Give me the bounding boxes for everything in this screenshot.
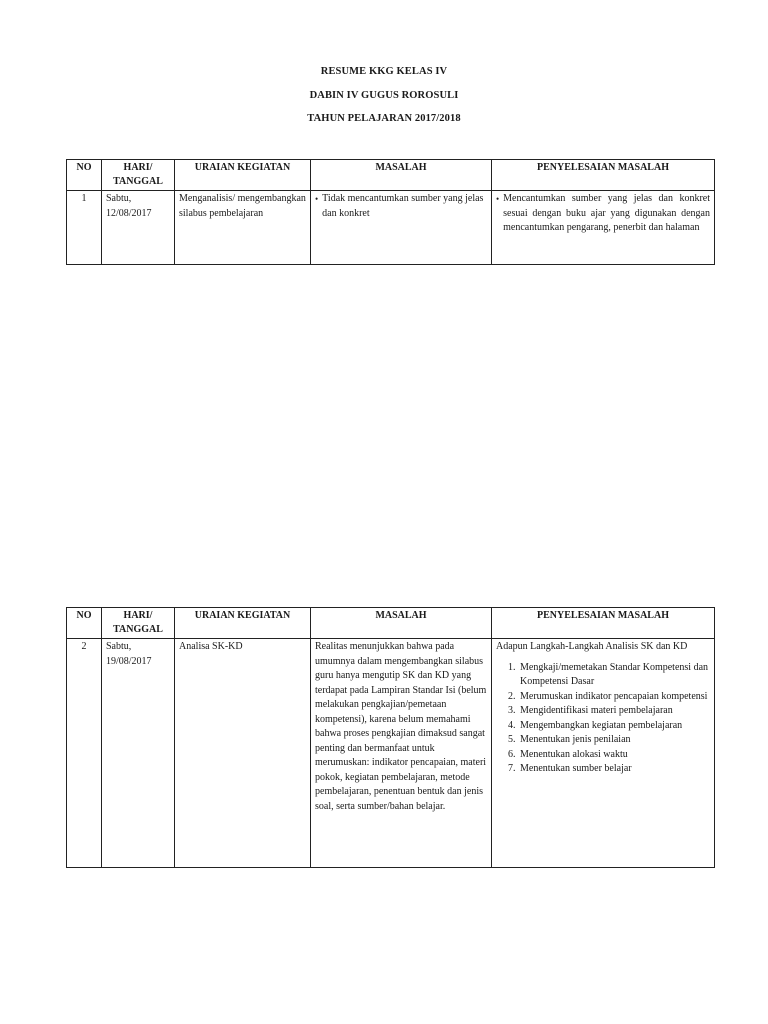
column-header-hari-tanggal (102, 160, 175, 191)
column-header-hari: HARI/ (123, 162, 153, 173)
table-header-row (67, 160, 715, 191)
column-header-no: NO (67, 160, 102, 191)
cell-no: 2 (67, 639, 102, 868)
cell-hari: Sabtu, (106, 193, 132, 204)
column-header-hari-tanggal (102, 608, 175, 639)
cell-tanggal: 19/08/2017 (106, 655, 152, 667)
cell-hari: Sabtu, (106, 641, 132, 652)
table-row (67, 639, 715, 868)
column-header-penyelesaian: PENYELESAIAN MASALAH (492, 160, 715, 191)
cell-uraian: Menganalisis/ mengembangkan silabus pembelajaran (175, 191, 311, 265)
document-title: RESUME KKG KELAS IV (320, 66, 448, 77)
penyelesaian-text: Mencantumkan sumber yang jelas dan konkret sesuai dengan buku ajar yang digunakan dengan mencantumkan pengarang, penerbit dan halaman (503, 193, 710, 233)
cell-masalah: Realitas menunjukkan bahwa pada umumnya dalam mengembangkan silabus guru hanya mengutip SK dan KD yang terdapat pada Lampiran Standar Isi (belum melakukan pengkajian/pemetaan kompetensi), karena belum memahami bahwa proses pengkajian dimaksud sangat penting dan bermanfaat untuk merumuskan: indikator pencapaian, materi pokok, kegiatan pembelajaran, metode pembelajaran, penentuan bentuk dan jenis soal, serta sumber/bahan belajar. (311, 639, 492, 868)
column-header-masalah: MASALAH (311, 608, 492, 639)
column-header-no: NO (67, 608, 102, 639)
table-header-row (67, 608, 715, 639)
list-item: 2. Merumuskan indikator pencapaian kompetensi (518, 690, 710, 705)
steps-list (496, 661, 710, 777)
list-item: 6. Menentukan alokasi waktu (518, 748, 710, 763)
column-header-tanggal: TANGGAL (113, 624, 163, 635)
bullet-item (315, 192, 487, 221)
document-subtitle-year: TAHUN PELAJARAN 2017/2018 (307, 113, 461, 124)
resume-table-2 (66, 607, 715, 868)
masalah-text: Tidak mencantumkan sumber yang jelas dan konkret (322, 193, 484, 219)
cell-hari-tanggal (102, 639, 175, 868)
list-item: 4. Mengembangkan kegiatan pembelajaran (518, 719, 710, 734)
table-row (67, 191, 715, 265)
column-header-uraian: URAIAN KEGIATAN (175, 160, 311, 191)
cell-penyelesaian (492, 191, 715, 265)
list-item: 5. Menentukan jenis penilaian (518, 733, 710, 748)
cell-penyelesaian (492, 639, 715, 868)
bullet-icon: • (315, 194, 319, 204)
list-item: 7. Menentukan sumber belajar (518, 762, 710, 777)
column-header-tanggal: TANGGAL (113, 176, 163, 187)
list-item: 1. Mengkaji/memetakan Standar Kompetensi dan Kompetensi Dasar (518, 661, 710, 690)
cell-tanggal: 12/08/2017 (106, 207, 152, 219)
penyelesaian-intro: Adapun Langkah-Langkah Analisis SK dan KD (496, 641, 688, 652)
column-header-masalah: MASALAH (311, 160, 492, 191)
bullet-icon: • (496, 194, 500, 204)
column-header-penyelesaian: PENYELESAIAN MASALAH (492, 608, 715, 639)
document-subtitle-dabin: DABIN IV GUGUS ROROSULI (309, 90, 459, 101)
bullet-item (496, 192, 710, 236)
list-item: 3. Mengidentifikasi materi pembelajaran (518, 704, 710, 719)
column-header-uraian: URAIAN KEGIATAN (175, 608, 311, 639)
column-header-hari: HARI/ (123, 610, 153, 621)
cell-hari-tanggal (102, 191, 175, 265)
resume-table-1 (66, 159, 715, 265)
cell-masalah (311, 191, 492, 265)
cell-no: 1 (67, 191, 102, 265)
cell-uraian: Analisa SK-KD (175, 639, 311, 868)
